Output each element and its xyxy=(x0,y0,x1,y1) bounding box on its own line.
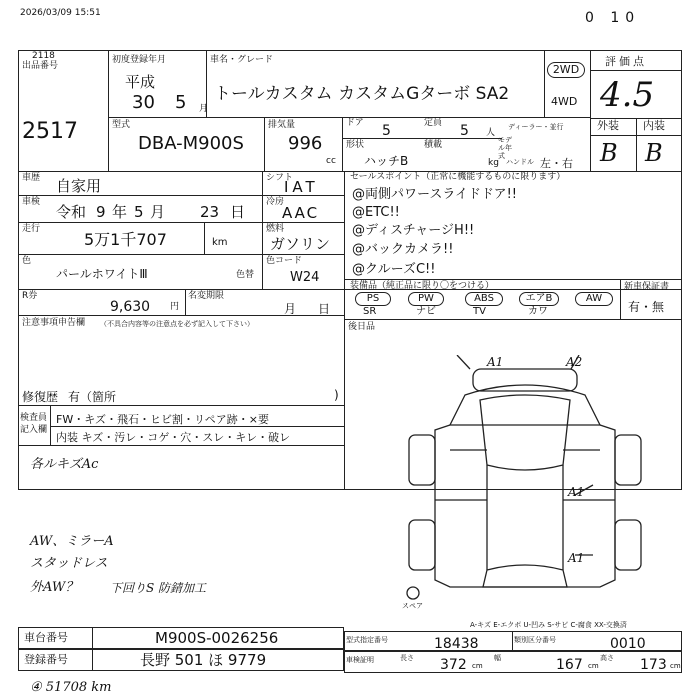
car-damage-diagram xyxy=(395,355,655,605)
dealer-label: ディーラー・並行 xyxy=(508,123,564,131)
shape-value: ハッチB xyxy=(364,154,409,168)
mileage-label: 走行 xyxy=(22,224,41,234)
class-value: 0010 xyxy=(610,636,646,652)
capacity-unit: 人 xyxy=(486,128,496,138)
sales-point-4: @バックカメラ!! xyxy=(352,242,454,257)
height-unit: cm xyxy=(670,662,681,670)
inspection-year: 9 xyxy=(96,203,106,221)
warranty-value: 有・無 xyxy=(628,300,665,314)
capacity-value: 5 xyxy=(460,123,469,139)
notes-label: 注意事項申告欄 xyxy=(22,318,86,328)
repair-close: ) xyxy=(334,388,339,402)
hand-note-2: AW、ミラーA xyxy=(30,534,114,549)
model-label: 車名・グレード xyxy=(210,55,274,65)
height-label: 高さ xyxy=(600,654,614,662)
color-label: 色 xyxy=(22,256,32,266)
inspection-month-unit: 月 xyxy=(150,203,166,221)
damage-mark-a1-rear-right: A1 xyxy=(568,551,585,565)
registration-label: 初度登録年月 xyxy=(112,55,167,65)
inspection-era: 令和 xyxy=(56,203,87,221)
displacement-label: 排気量 xyxy=(268,120,296,130)
odometer-note: ④ 51708 km xyxy=(30,680,112,695)
hand-note-4: 外AW？ xyxy=(30,580,79,595)
repair-value: 有（箇所 xyxy=(68,390,117,404)
recycle-label: R券 xyxy=(22,291,38,301)
exterior-grade: B xyxy=(600,139,618,167)
name-change-day: 日 xyxy=(318,302,331,316)
interior-grade: B xyxy=(645,139,663,167)
color-change-label: 色替 xyxy=(236,270,255,280)
inspection-month: 5 xyxy=(134,203,144,221)
sales-point-5: @クルーズC!! xyxy=(352,262,436,277)
damage-legend: A-キズ E-エクボ U-凹み S-サビ C-腐食 XX-交換済 xyxy=(470,621,627,629)
displacement-value: 996 xyxy=(288,133,323,154)
handle-value: 左・右 xyxy=(540,157,573,170)
damage-mark-a1-front-left: A1 xyxy=(487,355,504,369)
fuel-label: 燃料 xyxy=(266,224,285,234)
doors-value: 5 xyxy=(382,123,391,139)
corner-text: 0 10 xyxy=(585,10,641,26)
inspector-label: 検査員記入欄 xyxy=(20,413,48,435)
width-value: 167 xyxy=(556,657,583,673)
type-value: DBA-M900S xyxy=(138,133,244,154)
lot-code: 2118 xyxy=(32,51,55,61)
registration-era: 平成 xyxy=(125,73,156,91)
lot-number: 2517 xyxy=(22,119,78,144)
damage-mark-a2-front-right: A2 xyxy=(566,355,583,369)
spare-label: スペア xyxy=(402,602,423,610)
type-label: 型式 xyxy=(112,120,131,130)
width-unit: cm xyxy=(588,662,599,670)
damage-mark-a1-right-side: A1 xyxy=(568,485,585,499)
equip-pw: PW xyxy=(408,292,444,306)
lot-label: 出品番号 xyxy=(22,61,59,71)
equip-leather: カワ xyxy=(528,306,548,317)
ac-value: AAC xyxy=(282,204,320,222)
timestamp: 2026/03/09 15:51 xyxy=(20,8,101,18)
length-unit: cm xyxy=(472,662,483,670)
registration-month-unit: 月 xyxy=(199,104,209,114)
equip-aw: AW xyxy=(575,292,613,306)
shift-value: IAT xyxy=(284,178,319,196)
name-change-label: 名変期限 xyxy=(188,291,225,301)
color-value: パールホワイトⅢ xyxy=(56,267,148,281)
inspection-day-unit: 日 xyxy=(230,203,246,221)
evaluation-score: 4.5 xyxy=(600,75,655,115)
warranty-label: 新車保証書 xyxy=(624,282,670,292)
notes-sub: （不具合内容等の注意点を必ず記入して下さい） xyxy=(100,320,254,328)
hand-note-1: 各ルキズAc xyxy=(30,457,99,472)
usage-label: 車歴 xyxy=(22,173,41,183)
chassis-label: 車台番号 xyxy=(24,631,68,644)
load-unit: kg xyxy=(488,158,499,168)
designation-value: 18438 xyxy=(434,636,479,652)
usage-value: 自家用 xyxy=(56,177,102,195)
hand-note-3: スタッドレス xyxy=(30,556,108,571)
displacement-unit: cc xyxy=(326,156,336,166)
equip-sr: SR xyxy=(363,306,377,317)
sales-point-1: @両側パワースライドドア!! xyxy=(352,187,517,202)
sales-point-2: @ETC!! xyxy=(352,205,400,220)
sales-point-3: @ディスチャージH!! xyxy=(352,223,475,238)
registration-month: 5 xyxy=(175,92,187,113)
drive-2wd: 2WD xyxy=(547,62,585,78)
equip-ps: PS xyxy=(355,292,391,306)
ac-label: 冷房 xyxy=(266,197,285,207)
repair-label: 修復歴 xyxy=(22,390,59,404)
load-label: 積載 xyxy=(424,140,443,150)
interior-label: 内装 xyxy=(643,119,665,132)
equip-navi: ナビ xyxy=(416,306,436,317)
plate-value: 長野 501 ほ 9779 xyxy=(140,651,267,669)
fuel-value: ガソリン xyxy=(270,235,331,253)
mileage-unit: km xyxy=(212,237,228,248)
recycle-value: 9,630 xyxy=(110,299,151,315)
model-year-label: モデル年式 xyxy=(498,136,512,160)
dims-row xyxy=(344,651,682,673)
registration-year: 30 xyxy=(132,92,155,113)
designation-label: 型式指定番号 xyxy=(346,636,388,644)
equip-abs: ABS xyxy=(465,292,503,306)
colorcode-value: W24 xyxy=(290,270,320,285)
plate-label: 登録番号 xyxy=(24,653,68,666)
mileage-value: 5万1千707 xyxy=(84,230,167,249)
model-name: トールカスタム カスタムGターボ SA2 xyxy=(214,84,510,104)
handle-label: ハンドル xyxy=(506,158,534,166)
length-label: 長さ xyxy=(400,654,414,662)
width-label: 幅 xyxy=(494,654,501,662)
dims-label: 車検証明 xyxy=(346,656,374,664)
capacity-label: 定員 xyxy=(424,118,443,128)
evaluation-label: 評価点 xyxy=(605,55,647,68)
equip-airbag: エアB xyxy=(519,292,559,306)
inspector-row2: 内装 キズ・汚レ・コゲ・穴・スレ・キレ・破レ xyxy=(56,431,291,444)
equip-tv: TV xyxy=(473,306,486,317)
sales-points-label: セールスポイント（正常に機能するものに限ります） xyxy=(350,172,566,182)
length-value: 372 xyxy=(440,657,467,673)
doors-label: ドア xyxy=(346,118,364,128)
class-label: 類別区分番号 xyxy=(514,636,556,644)
hand-note-5: 下回りS 防錆加工 xyxy=(110,581,207,595)
shape-label: 形状 xyxy=(346,140,365,150)
exterior-label: 外装 xyxy=(597,119,619,132)
shift-label: シフト xyxy=(266,173,294,183)
inspector-row1: FW・キズ・飛石・ヒビ割・リペア跡・×要 xyxy=(56,413,269,426)
recycle-unit: 円 xyxy=(170,302,180,312)
colorcode-label: 色コード xyxy=(266,256,303,266)
height-value: 173 xyxy=(640,657,667,673)
equipment-label: 装備品（純正品に限り〇をつける） xyxy=(350,281,495,291)
chassis-value: M900S-0026256 xyxy=(155,629,279,647)
name-change-month: 月 xyxy=(284,302,297,316)
inspection-year-unit: 年 xyxy=(112,203,128,221)
drive-4wd: 4WD xyxy=(551,95,578,108)
inspection-label: 車検 xyxy=(22,197,41,207)
inspection-day: 23 xyxy=(200,203,220,221)
rear-seat-label: 後日品 xyxy=(348,322,376,332)
